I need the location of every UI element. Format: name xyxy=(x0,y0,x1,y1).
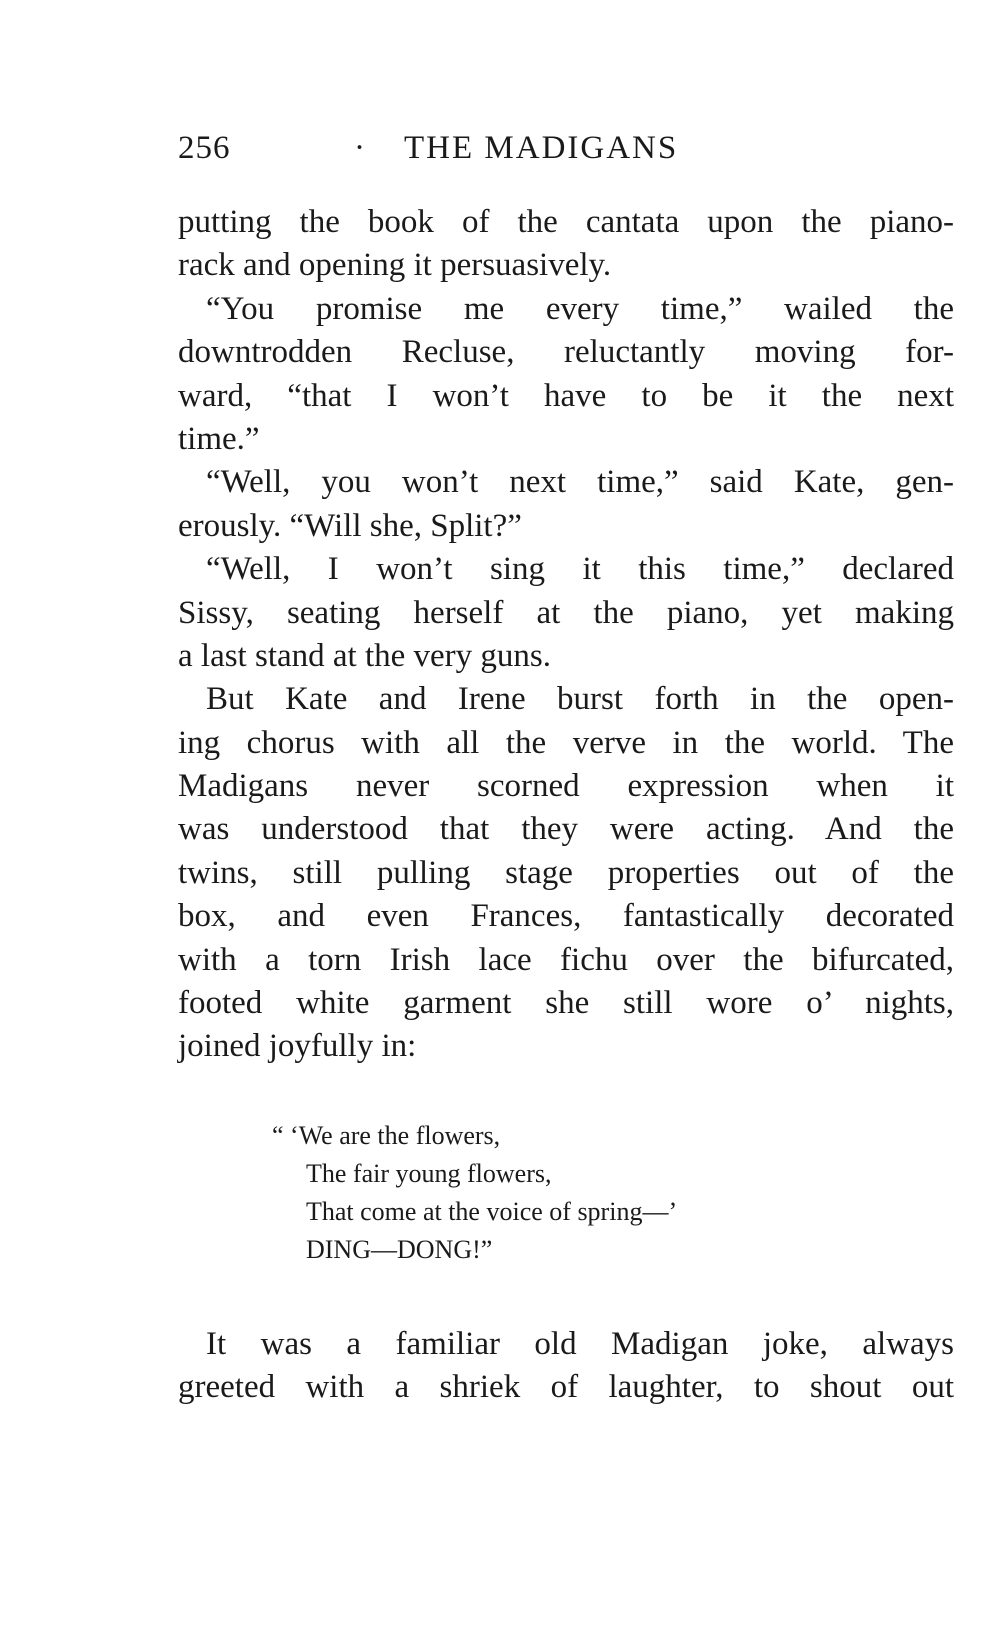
verse-block xyxy=(272,1117,832,1269)
text-line: “You promise me every time,” wailed the xyxy=(206,290,954,327)
text-line: ing chorus with all the verve in the world. The xyxy=(178,724,954,761)
running-head xyxy=(178,126,738,170)
text-line: greeted with a shriek of laughter, to shout out xyxy=(178,1369,954,1406)
text-line: Madigans never scorned expression when it xyxy=(178,768,954,805)
page-number: 256 xyxy=(178,130,231,166)
text-line: time.” xyxy=(178,420,260,457)
text-line: rack and opening it persuasively. xyxy=(178,247,612,284)
text-line: “Well, I won’t sing it this time,” declared xyxy=(206,551,954,588)
verse-line: DING—DONG!” xyxy=(306,1235,493,1264)
text-line: But Kate and Irene burst forth in the open- xyxy=(206,681,954,718)
verse-line: That come at the voice of spring—’ xyxy=(306,1197,678,1226)
text-line: with a torn Irish lace fichu over the bifurcated, xyxy=(178,941,954,978)
closing-paragraph xyxy=(178,1323,954,1410)
verse-line: “ ‘We are the flowers, xyxy=(272,1121,501,1150)
text-line: a last stand at the very guns. xyxy=(178,637,551,674)
text-line: box, and even Frances, fantastically decorated xyxy=(178,898,954,935)
running-title: THE MADIGANS xyxy=(404,130,679,166)
text-line: It was a familiar old Madigan joke, always xyxy=(206,1326,954,1362)
text-line: erously. “Will she, Split?” xyxy=(178,507,522,544)
text-line: footed white garment she still wore o’ nights, xyxy=(178,985,954,1022)
body-text xyxy=(178,201,954,1069)
verse-line: The fair young flowers, xyxy=(306,1159,552,1188)
text-line: was understood that they were acting. And the xyxy=(178,811,954,848)
text-line: “Well, you won’t next time,” said Kate, gen- xyxy=(206,464,954,501)
text-line: putting the book of the cantata upon the piano- xyxy=(178,204,954,240)
header-separator: · xyxy=(354,130,366,166)
text-line: ward, “that I won’t have to be it the next xyxy=(178,377,954,414)
text-line: Sissy, seating herself at the piano, yet making xyxy=(178,594,954,631)
text-line: downtrodden Recluse, reluctantly moving for- xyxy=(178,334,954,371)
text-line: twins, still pulling stage properties out of the xyxy=(178,854,954,891)
text-line: joined joyfully in: xyxy=(178,1028,417,1065)
